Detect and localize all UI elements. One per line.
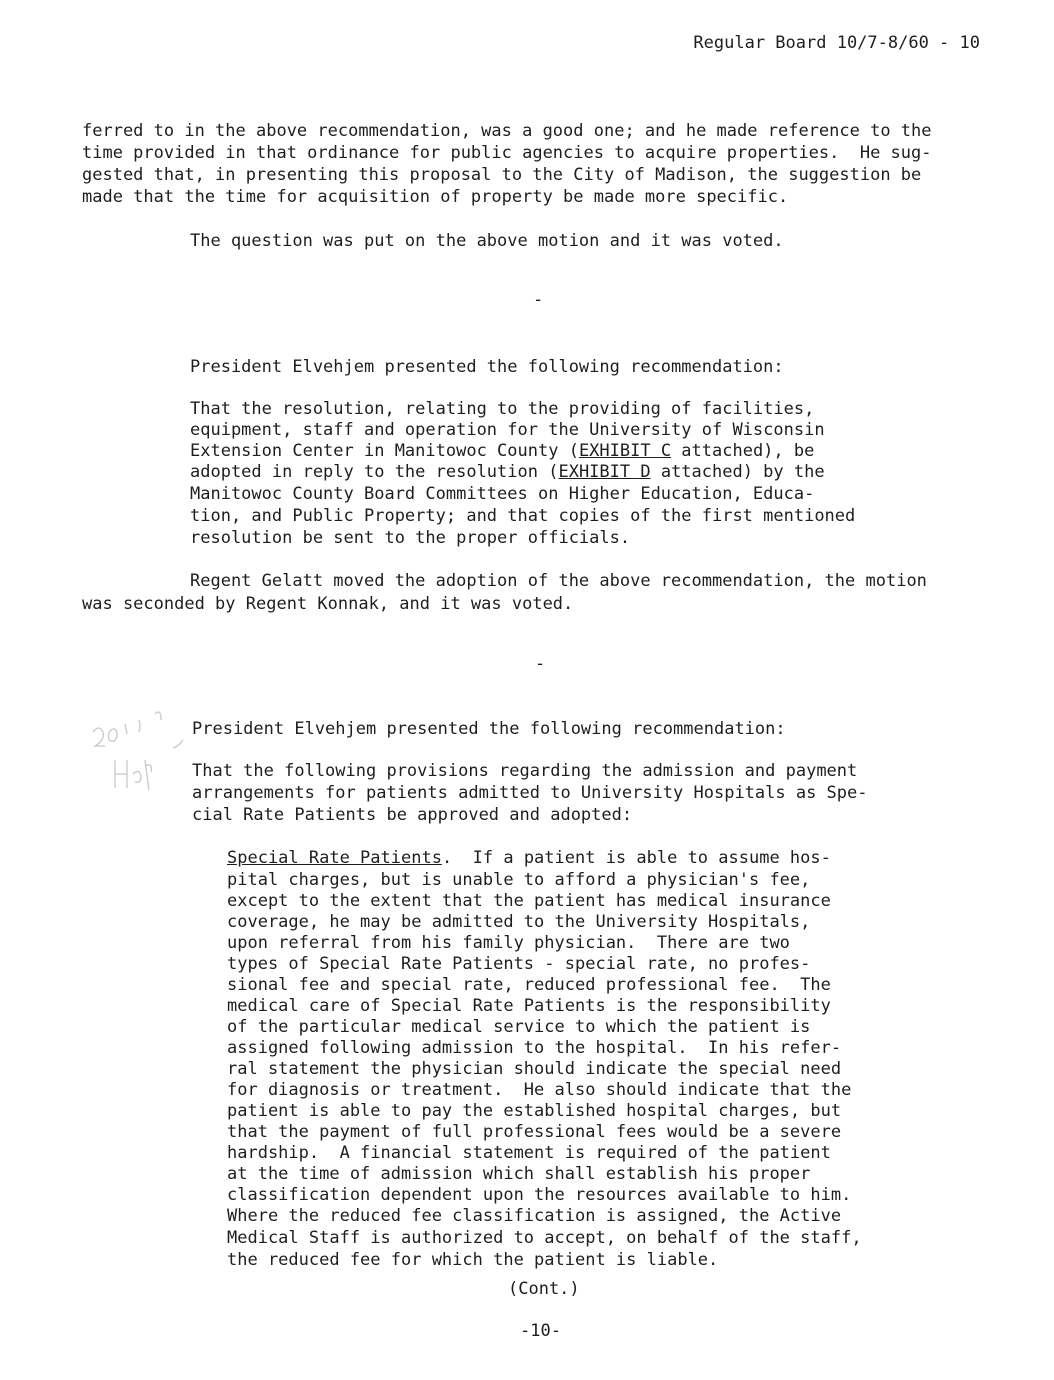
question-line: The question was put on the above motion and it was voted. xyxy=(190,231,784,251)
handwritten-margin-note xyxy=(85,690,205,810)
page-header: Regular Board 10/7-8/60 - 10 xyxy=(693,33,980,53)
exhibit-c-ref: EXHIBIT C xyxy=(578,441,672,461)
special-line: that the payment of full professional fees would be a severe xyxy=(227,1122,842,1142)
motion-line-1: Regent Gelatt moved the adoption of the above recommendation, the motion xyxy=(190,571,927,591)
special-line: coverage, he may be admitted to the University Hospitals, xyxy=(227,912,811,932)
special-line: assigned following admission to the hospital. In his refer- xyxy=(227,1038,842,1058)
rec2-line-1: That the following provisions regarding the admission and payment xyxy=(192,761,858,781)
rec1-line-5: Manitowoc County Board Committees on Higher Education, Educa- xyxy=(190,484,815,504)
special-line: upon referral from his family physician. There are two xyxy=(227,933,790,953)
separator-1: - xyxy=(533,290,544,310)
page-number: -10- xyxy=(520,1321,561,1341)
para1-line-3: gested that, in presenting this proposal to the City of Madison, the suggestion be xyxy=(82,165,922,185)
recommendation-intro-2: President Elvehjem presented the following recommendation: xyxy=(192,719,786,739)
special-line: medical care of Special Rate Patients is the responsibility xyxy=(227,996,831,1016)
motion-line-2: was seconded by Regent Konnak, and it was voted. xyxy=(82,594,574,614)
special-line: patient is able to pay the established hospital charges, but xyxy=(227,1101,842,1121)
recommendation-intro-1: President Elvehjem presented the following recommendation: xyxy=(190,357,784,377)
special-line: ral statement the physician should indicate the special need xyxy=(227,1059,842,1079)
rec2-line-3: cial Rate Patients be approved and adopted: xyxy=(192,805,633,825)
rec1-line-3: Extension Center in Manitowoc County (EXHIBIT C attached), be xyxy=(190,441,815,461)
special-line: Medical Staff is authorized to accept, on behalf of the staff, xyxy=(227,1228,862,1248)
rec1-line-1: That the resolution, relating to the providing of facilities, xyxy=(190,399,815,419)
special-line: except to the extent that the patient has medical insurance xyxy=(227,891,831,911)
special-line: Where the reduced fee classification is assigned, the Active xyxy=(227,1206,842,1226)
special-line: sional fee and special rate, reduced professional fee. The xyxy=(227,975,831,995)
exhibit-d-ref: EXHIBIT D xyxy=(558,462,651,482)
special-line-1: Special Rate Patients. If a patient is able to assume hos- xyxy=(227,848,831,868)
special-line: types of Special Rate Patients - special rate, no profes- xyxy=(227,954,811,974)
special-line: for diagnosis or treatment. He also should indicate that the xyxy=(227,1080,852,1100)
rec1-line-2: equipment, staff and operation for the University of Wisconsin xyxy=(190,420,825,440)
separator-2: - xyxy=(535,654,546,674)
special-line: classification dependent upon the resources available to him. xyxy=(227,1185,852,1205)
special-line: of the particular medical service to which the patient is xyxy=(227,1017,811,1037)
para1-line-4: made that the time for acquisition of property be made more specific. xyxy=(82,187,789,207)
rec2-line-2: arrangements for patients admitted to University Hospitals as Spe- xyxy=(192,783,868,803)
special-line: at the time of admission which shall establish his proper xyxy=(227,1164,811,1184)
special-line: the reduced fee for which the patient is liable. xyxy=(227,1250,719,1270)
special-line: pital charges, but is unable to afford a physician's fee, xyxy=(227,870,811,890)
continued-label: (Cont.) xyxy=(508,1279,580,1299)
rec1-line-4: adopted in reply to the resolution (EXHIBIT D attached) by the xyxy=(190,462,825,482)
para1-line-1: ferred to in the above recommendation, was a good one; and he made reference to the xyxy=(82,121,932,141)
special-line: hardship. A financial statement is required of the patient xyxy=(227,1143,831,1163)
rec1-line-6: tion, and Public Property; and that copies of the first mentioned xyxy=(190,506,856,526)
special-rate-heading: Special Rate Patients xyxy=(227,848,442,868)
para1-line-2: time provided in that ordinance for public agencies to acquire properties. He sug- xyxy=(82,143,932,163)
rec1-line-7: resolution be sent to the proper officials. xyxy=(190,528,631,548)
